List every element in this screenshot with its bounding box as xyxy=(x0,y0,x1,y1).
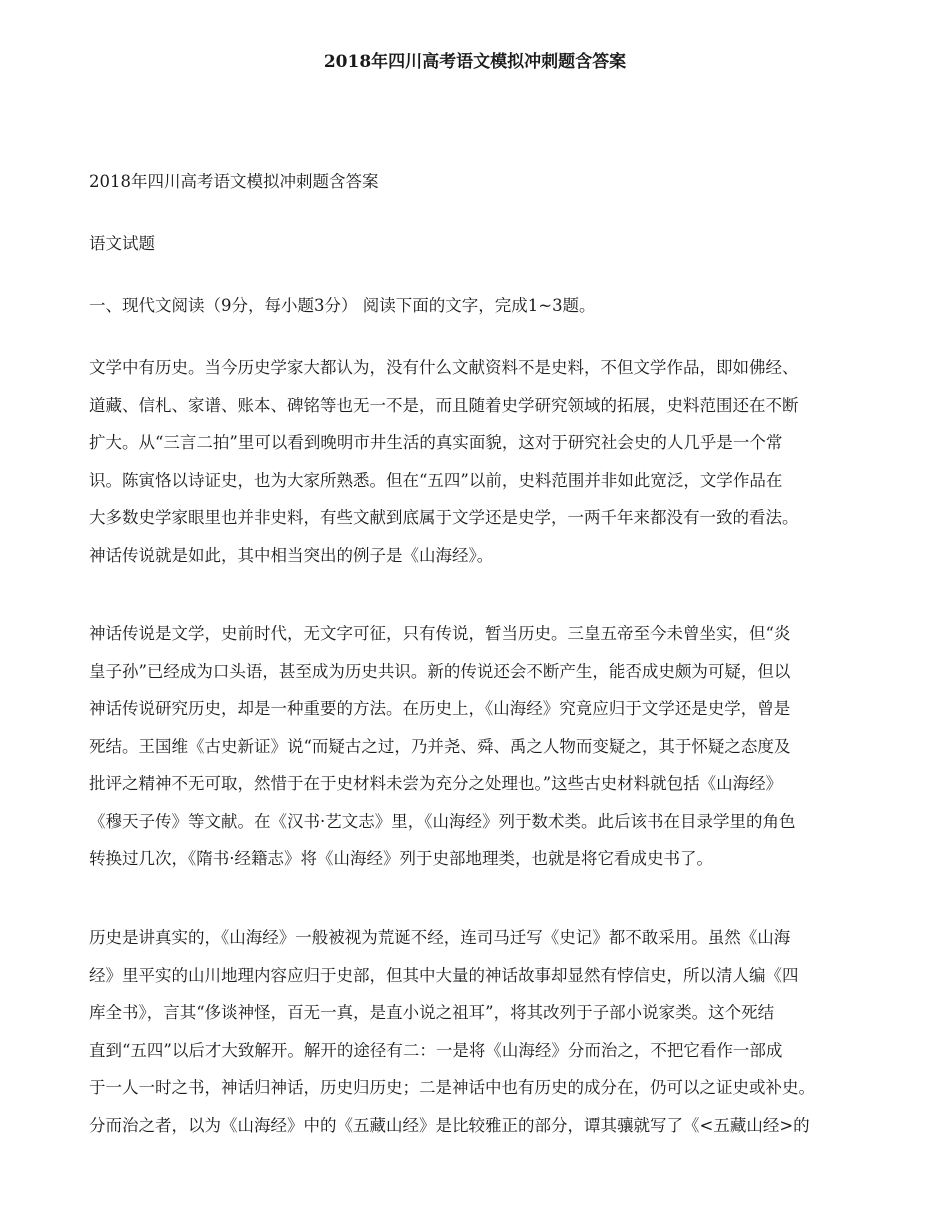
paragraph-line: 大多数史学家眼里也并非史料，有些文献到底属于文学还是史学，一两千年来都没有一致的看法。 xyxy=(89,508,799,527)
paragraph-3 xyxy=(89,924,905,1149)
paragraph-line: 库全书》，言其“侈谈神怪，百无一真，是直小说之祖耳”，将其改列于子部小说家类。这个死结 xyxy=(89,1003,775,1022)
paragraph-line: 分而治之者，以为《山海经》中的《五藏山经》是比较雅正的部分，谭其骧就写了《<五藏山经>的 xyxy=(89,1115,810,1135)
paragraph-line: 死结。王国维《古史新证》说“而疑古之过，乃并尧、舜、禹之人物而变疑之，其于怀疑之态度及 xyxy=(89,736,791,756)
paragraph-line: 道藏、信札、家谱、账本、碑铭等也无一不是，而且随着史学研究领域的拓展，史料范围还在不断 xyxy=(89,395,799,415)
document-subtitle: 2018年四川高考语文模拟冲刺题含答案 xyxy=(89,172,379,191)
document-title: 2018年四川高考语文模拟冲刺题含答案 xyxy=(323,52,627,72)
paragraph-line: 神话传说研究历史，却是一种重要的方法。在历史上，《山海经》究竟应归于文学还是史学，曾是 xyxy=(89,699,791,718)
paragraph-line: 扩大。从“三言二拍”里可以看到晚明市井生活的真实面貌，这对于研究社会史的人几乎是一个常 xyxy=(89,433,783,452)
section-label: 语文试题 xyxy=(89,234,155,253)
paragraph-line: 经》里平实的山川地理内容应归于史部，但其中大量的神话故事却显然有悖信史，所以清人编《四 xyxy=(89,965,799,985)
paragraph-line: 文学中有历史。当今历史学家大都认为，没有什么文献资料不是史料，不但文学作品，即如佛经、 xyxy=(89,358,799,377)
paragraph-line: 批评之精神不无可取，然惜于在于史材料未尝为充分之处理也。”这些古史材料就包括《山海经》 xyxy=(89,774,783,793)
paragraph-line: 识。陈寅恪以诗证史，也为大家所熟悉。但在“五四”以前，史料范围并非如此宽泛，文学作品在 xyxy=(89,470,783,490)
question-intro: 一、现代文阅读（9分，每小题3分） 阅读下面的文字，完成1~3题。 xyxy=(89,296,596,315)
paragraph-line: 直到“五四”以后才大致解开。解开的途径有二：一是将《山海经》分而治之，不把它看作一部成 xyxy=(89,1040,783,1060)
paragraph-line: 皇子孙”已经成为口头语，甚至成为历史共识。新的传说还会不断产生，能否成史颇为可疑，但以 xyxy=(89,661,791,681)
paragraph-line: 于一人一时之书，神话归神话，历史归历史；二是神话中也有历史的成分在，仍可以之证史或补史。 xyxy=(89,1078,815,1097)
paragraph-line: 历史是讲真实的，《山海经》一般被视为荒诞不经，连司马迁写《史记》都不敢采用。虽然《山海 xyxy=(89,928,791,947)
paragraph-line: 神话传说就是如此，其中相当突出的例子是《山海经》。 xyxy=(89,545,494,565)
paragraph-1 xyxy=(89,354,905,579)
paragraph-line: 《穆天子传》等文献。在《汉书·艺文志》里，《山海经》列于数术类。此后该书在目录学里的角色 xyxy=(89,811,796,831)
paragraph-line: 神话传说是文学，史前时代，无文字可征，只有传说，暂当历史。三皇五帝至今未曾坐实，但“炎 xyxy=(89,624,791,643)
paragraph-2 xyxy=(89,620,905,883)
paragraph-line: 转换过几次，《隋书·经籍志》将《山海经》列于史部地理类，也就是将它看成史书了。 xyxy=(89,849,713,868)
